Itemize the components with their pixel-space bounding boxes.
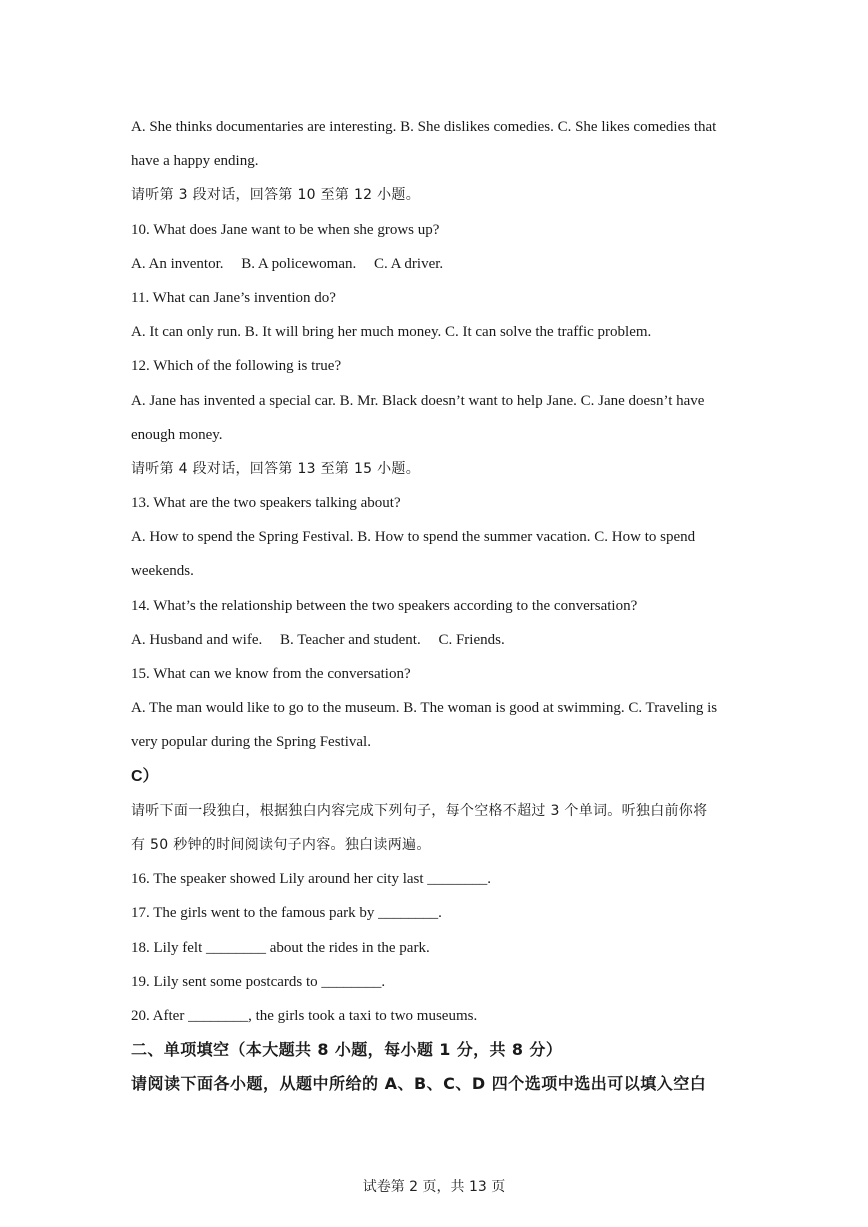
question-12-options-line-1: A. Jane has invented a special car. B. Mr. Black doesn’t want to help Jane. C. Jane doesn’t have (131, 392, 705, 409)
question-16: 16. The speaker showed Lily around her city last ________. (131, 871, 492, 888)
part-2-instruction: 请阅读下面各小题，从题中所给的 A、B、C、D 四个选项中选出可以填入空白 (131, 1074, 707, 1094)
question-15: 15. What can we know from the conversation? (131, 666, 411, 682)
question-20: 20. After ________, the girls took a taxi to two museums. (131, 1007, 478, 1024)
question-10: 10. What does Jane want to be when she grows up? (131, 221, 440, 238)
dialogue-3-instruction: 请听第 3 段对话，回答第 10 至第 12 小题。 (131, 187, 421, 204)
monologue-instruction-line-2: 有 50 秒钟的时间阅读句子内容。独白读两遍。 (131, 836, 431, 853)
page-footer: 试卷第 2 页，共 13 页 (362, 1179, 506, 1195)
page-content (131, 110, 737, 1101)
option-c: C. Friends. (438, 631, 505, 648)
question-13: 13. What are the two speakers talking about? (131, 495, 401, 512)
question-15-options-line-1: A. The man would like to go to the museum. B. The woman is good at swimming. C. Traveling is (131, 700, 718, 717)
option-c: C. A driver. (374, 255, 444, 272)
question-18: 18. Lily felt ________ about the rides in the park. (131, 939, 430, 956)
section-c-heading: C） (131, 767, 159, 785)
question-10-options (131, 247, 737, 281)
question-12: 12. Which of the following is true? (131, 358, 342, 375)
question-12-options-line-2: enough money. (131, 426, 223, 443)
question-14-options (131, 623, 737, 657)
q9-options-line-1: A. She thinks documentaries are interesting. B. She dislikes comedies. C. She likes comedies that (131, 119, 717, 135)
question-17: 17. The girls went to the famous park by ________. (131, 905, 442, 922)
question-11-options: A. It can only run. B. It will bring her much money. C. It can solve the traffic problem. (131, 324, 652, 341)
monologue-instruction-line-1: 请听下面一段独白，根据独白内容完成下列句子，每个空格不超过 3 个单词。听独白前你将 (131, 802, 708, 819)
question-19: 19. Lily sent some postcards to ________. (131, 973, 386, 990)
option-a: A. Husband and wife. (131, 631, 263, 648)
question-11: 11. What can Jane’s invention do? (131, 289, 336, 306)
question-13-options-line-1: A. How to spend the Spring Festival. B. How to spend the summer vacation. C. How to spend (131, 529, 696, 546)
option-a: A. An inventor. (131, 255, 224, 272)
question-14: 14. What’s the relationship between the two speakers according to the conversation? (131, 597, 638, 614)
dialogue-4-instruction: 请听第 4 段对话，回答第 13 至第 15 小题。 (131, 460, 421, 477)
question-15-options-line-2: very popular during the Spring Festival. (131, 734, 371, 751)
option-b: B. A policewoman. (241, 255, 357, 272)
part-2-heading: 二、单项填空（本大题共 8 小题，每小题 1 分，共 8 分） (131, 1040, 563, 1060)
option-b: B. Teacher and student. (279, 631, 421, 648)
question-13-options-line-2: weekends. (131, 563, 194, 580)
q9-options-line-2: have a happy ending. (131, 153, 259, 170)
